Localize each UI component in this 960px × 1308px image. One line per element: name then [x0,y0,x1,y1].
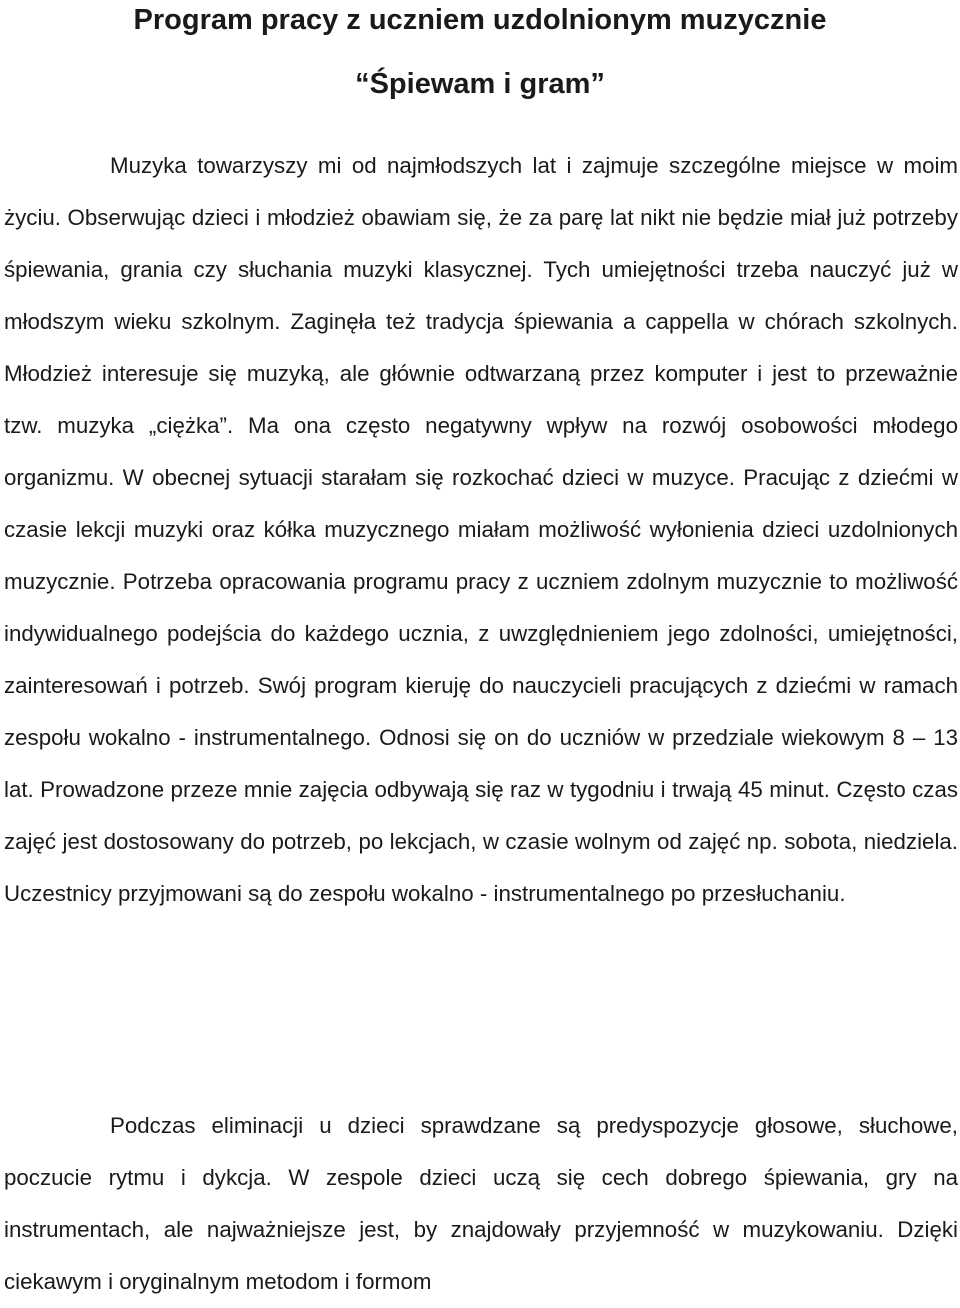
document-subtitle: “Śpiewam i gram” [355,68,605,100]
paragraph-eliminations: Podczas eliminacji u dzieci sprawdzane są predyspozycje głosowe, słuchowe, poczucie rytmu i dykcja. W zespole dzieci uczą się cech dobrego śpiewania, gry na instrumentach, ale najważniejsze jest, by znajdowały przyjemność w muzykowaniu. Dzięki ciekawym i oryginalnym metodom i formom [4,1113,958,1294]
document-title: Program pracy z uczniem uzdolnionym muzycznie [133,4,827,36]
paragraph-intro: Muzyka towarzyszy mi od najmłodszych lat i zajmuje szczególne miejsce w moim życiu. Obserwując dzieci i młodzież obawiam się, że za parę lat nikt nie będzie miał już potrzeby śpiewania, grania czy słuchania muzyki klasycznej. Tych umiejętności trzeba nauczyć już w młodszym wieku szkolnym. Zaginęła też tradycja śpiewania a cappella w chórach szkolnych. Młodzież interesuje się muzyką, ale głównie odtwarzaną przez komputer i jest to przeważnie tzw. muzyka „ciężka”. Ma ona często negatywny wpływ na rozwój osobowości młodego organizmu. W obecnej sytuacji starałam się rozkochać dzieci w muzyce. Pracując z dziećmi w czasie lekcji muzyki oraz kółka muzycznego miałam możliwość wyłonienia dzieci uzdolnionych muzycznie. Potrzeba opracowania programu pracy z uczniem zdolnym muzycznie to możliwość indywidualnego podejścia do każdego ucznia, z uwzględnieniem jego zdolności, umiejętności, zainteresowań i potrzeb. Swój program kieruję do nauczycieli pracujących z dziećmi w ramach zespołu wokalno - instrumentalnego. Odnosi się on do uczniów w przedziale wiekowym 8 – 13 lat. Prowadzone przeze mnie zajęcia odbywają się raz w tygodniu i trwają 45 minut. Często czas zajęć jest dostosowany do potrzeb, po lekcjach, w czasie wolnym od zajęć np. sobota, niedziela. Uczestnicy przyjmowani są do zespołu wokalno - instrumentalnego po przesłuchaniu. [4,153,958,906]
